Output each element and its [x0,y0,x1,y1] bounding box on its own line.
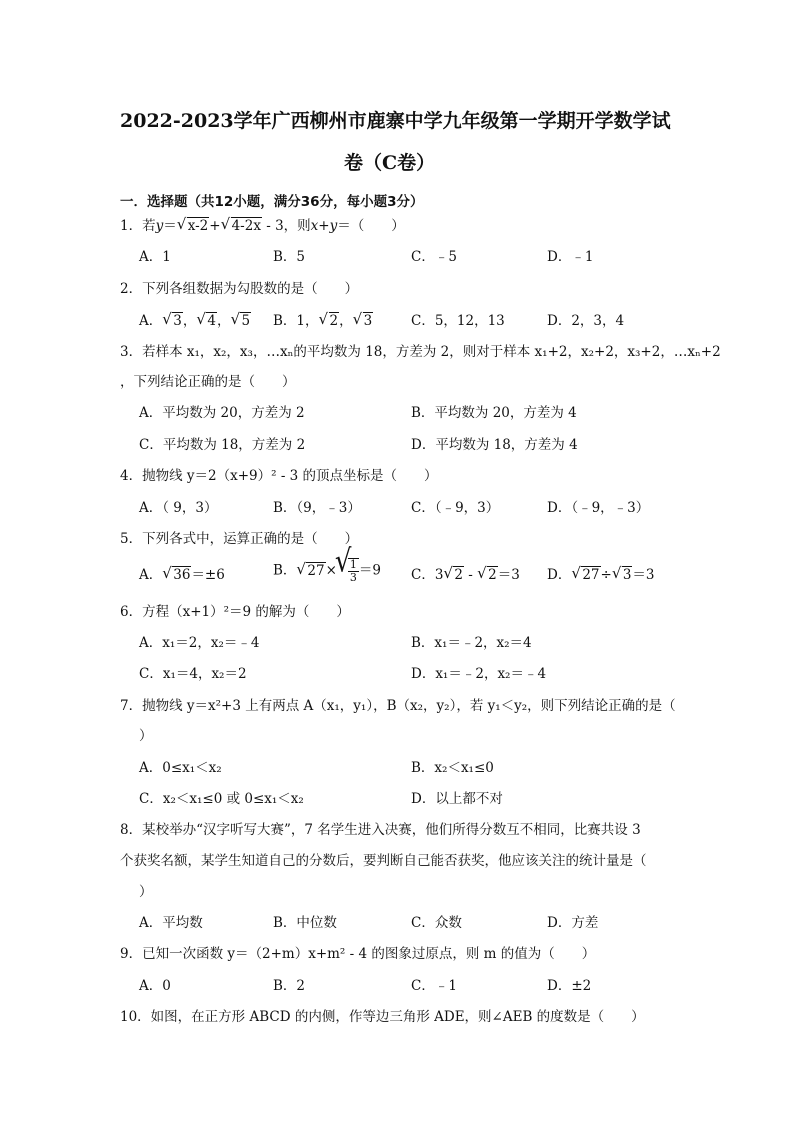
q9-option-a: A．0 [139,978,171,994]
q1-end: ＝（ ） [337,218,405,234]
q4-option-a: A．（ 9，3） [139,500,218,516]
q3-option-b: B．平均数为 20，方差为 4 [411,405,577,421]
q9-option-d: D．±2 [547,978,592,994]
question-3-line1: 3．若样本 x₁，x₂，x₃，…xₙ的平均数为 18，方差为 2，则对于样本 x₁+2，x₂+2，x₃+2，…xₙ+2 [120,344,721,360]
q5-option-d: D．√ 27÷√ 3＝3 [547,565,655,585]
q1-pre: 若 [142,218,156,234]
q1-option-c: C．﹣5 [411,249,457,265]
q7-option-a: A．0≤x₁＜x₂ [139,760,222,776]
question-7-line1: 7．抛物线 y＝x²+3 上有两点 A（x₁，y₁），B（x₂，y₂），若 y₁＜y₂，则下列结论正确的是（ [120,698,676,714]
q8-option-d: D．方差 [547,915,599,931]
question-8-line2: 个获奖名额，某学生知道自己的分数后，要判断自己能否获奖，他应该关注的统计量是（ [120,853,647,869]
section-heading: 一．选择题（共12小题，满分36分，每小题3分） [120,194,424,210]
q1-post: - 3，则 [261,218,311,234]
q3-option-c: C．平均数为 18，方差为 2 [139,437,306,453]
question-6: 6．方程（x+1）²＝9 的解为（ ） [120,604,350,620]
question-4: 4．抛物线 y＝2（x+9）² - 3 的顶点坐标是（ ） [120,468,438,484]
q1-xy: x+y [310,218,338,234]
q5-option-a: A．√ 36＝±6 [139,565,225,585]
q3-option-a: A．平均数为 20，方差为 2 [139,405,305,421]
q1-option-a: A．1 [139,249,171,265]
question-1 [120,216,405,236]
q9-option-b: B．2 [273,978,306,994]
q1-option-b: B．5 [273,249,306,265]
q5-option-b: B．√ 27× √ $\frac{1}{3}$ ＝9 [273,558,381,584]
question-9: 9．已知一次函数 y＝（2+m）x+m² - 4 的图象过原点，则 m 的值为（ ） [120,946,596,962]
q1-number: 1． [120,218,143,234]
q4-option-c: C．（﹣9，3） [411,500,500,516]
q7-option-c: C．x₂＜x₁≤0 或 0≤x₁＜x₂ [139,791,304,807]
q2-option-d: D．2，3，4 [547,313,625,329]
question-3-line2: ，下列结论正确的是（ ） [120,374,296,390]
q7-option-d: D．以上都不对 [411,791,503,807]
q4-option-b: B．（9，﹣3） [273,500,361,516]
q1-plus: + [209,218,221,234]
q6-option-a: A．x₁＝2，x₂＝﹣4 [139,635,260,651]
q6-option-d: D．x₁＝﹣2，x₂＝﹣4 [411,666,547,682]
q2-option-c: C．5，12，13 [411,313,505,329]
question-8-line1: 8．某校举办“汉字听写大赛”，7 名学生进入决赛，他们所得分数互不相同，比赛共设 3 [120,822,641,838]
q6-option-b: B．x₁＝﹣2，x₂＝4 [411,635,532,651]
q4-option-d: D．（﹣9，﹣3） [547,500,650,516]
q5-fraction: √ $\frac{1}{3}$ [349,558,357,584]
question-8-line3: ） [139,884,153,900]
question-5: 5．下列各式中，运算正确的是（ ） [120,531,359,547]
q1-eq: ＝ [163,218,177,234]
question-10: 10．如图，在正方形 ABCD 的内侧，作等边三角形 ADE，则∠AEB 的度数是（ ） [120,1009,645,1025]
question-7-line2: ） [139,728,153,744]
page-title-line1: 2022-2023学年广西柳州市鹿寨中学九年级第一学期开学数学试 [120,110,671,132]
q3-option-d: D．平均数为 18，方差为 4 [411,437,578,453]
q6-option-c: C．x₁＝4，x₂＝2 [139,666,247,682]
q5-option-c: C．3√ 2 - √ 2＝3 [411,565,520,585]
q1-option-d: D．﹣1 [547,249,594,265]
q2-option-a: A．√ 3，√ 4，√ 5 [139,311,251,331]
q1-y: y [155,218,164,234]
question-2: 2．下列各组数据为勾股数的是（ ） [120,281,359,297]
q8-option-a: A．平均数 [139,915,203,931]
page-title-line2: 卷（C卷） [344,152,436,174]
q1-sqrt-1: √ x-2 [178,216,210,236]
q8-option-c: C．众数 [411,915,462,931]
q1-sqrt-2: √ 4-2x [222,216,262,236]
q9-option-c: C．﹣1 [411,978,457,994]
q7-option-b: B．x₂＜x₁≤0 [411,760,494,776]
q2-option-b: B．1，√ 2，√ 3 [273,311,373,331]
q8-option-b: B．中位数 [273,915,337,931]
